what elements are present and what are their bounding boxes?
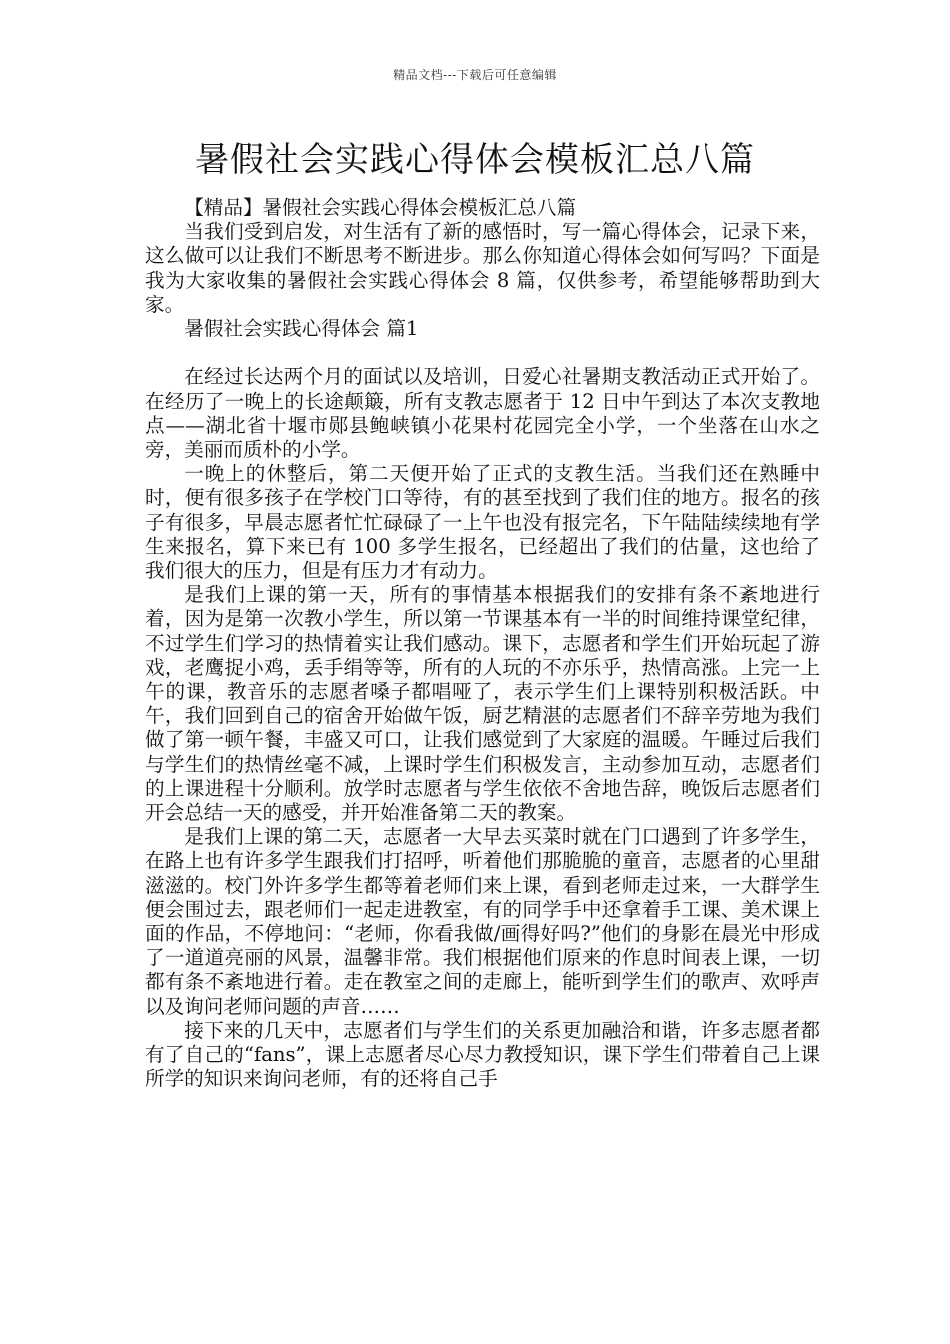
document-title: 暑假社会实践心得体会模板汇总八篇	[195, 140, 755, 180]
section-heading: 暑假社会实践心得体会 篇1	[184, 317, 419, 341]
paragraph: 接下来的几天中，志愿者们与学生们的关系更加融洽和谐，许多志愿者都有了自己的“fans”，课上志愿者尽心尽力教授知识，课下学生们带着自己上课所学的知识来询问老师，有的还将自己手	[145, 1018, 820, 1091]
paragraph: 一晚上的休整后，第二天便开始了正式的支教生活。当我们还在熟睡中时，便有很多孩子在学校门口等待，有的甚至找到了我们住的地方。报名的孩子有很多，早晨志愿者忙忙碌碌了一上午也没有报完名，下午陆陆续续地有学生来报名，算下来已有 100 多学生报名，已经超出了我们的估量，这也给了我们很大的压力，但是有压力才有动力。	[145, 462, 820, 583]
paragraph-intro: 当我们受到启发，对生活有了新的感悟时，写一篇心得体会，记录下来，这么做可以让我们不断思考不断进步。那么你知道心得体会如何写吗？下面是我为大家收集的暑假社会实践心得体会 8 篇，仅供参考，希望能够帮助到大家。	[145, 220, 820, 316]
blank-line	[145, 341, 820, 365]
header-note: 精品文档---下载后可任意编辑	[393, 68, 557, 82]
paragraph-subtitle: 【精品】暑假社会实践心得体会模板汇总八篇	[184, 196, 577, 219]
paragraph: 是我们上课的第一天，所有的事情基本根据我们的安排有条不紊地进行着，因为是第一次教小学生，所以第一节课基本有一半的时间维持课堂纪律，不过学生们学习的热情着实让我们感动。课下，志愿者和学生们开始玩起了游戏，老鹰捉小鸡，丢手绢等等，所有的人玩的不亦乐乎，热情高涨。上完一上午的课，教音乐的志愿者嗓子都唱哑了，表示学生们上课特别积极活跃。中午，我们回到自己的宿舍开始做午饭，厨艺精湛的志愿者们不辞辛劳地为我们做了第一顿午餐，丰盛又可口，让我们感觉到了大家庭的温暖。午睡过后我们与学生们的热情丝毫不减，上课时学生们积极发言，主动参加互动，志愿者们的上课进程十分顺利。放学时志愿者与学生依依不舍地告辞，晚饭后志愿者们开会总结一天的感受，并开始准备第二天的教案。	[145, 583, 820, 825]
document-body	[145, 196, 820, 1092]
paragraph: 是我们上课的第二天，志愿者一大早去买菜时就在门口遇到了许多学生，在路上也有许多学生跟我们打招呼，听着他们那脆脆的童音，志愿者的心里甜滋滋的。校门外许多学生都等着老师们来上课，看到老师走过来，一大群学生便会围过去，跟老师们一起走进教室，有的同学手中还拿着手工课、美术课上面的作品，不停地问：“老师，你看我做/画得好吗?”他们的身影在晨光中形成了一道道亮丽的风景，温馨非常。我们根据他们原来的作息时间表上课，一切都有条不紊地进行着。走在教室之间的走廊上，能听到学生们的歌声、欢呼声以及询问老师问题的声音……	[145, 825, 820, 1018]
paragraph: 在经过长达两个月的面试以及培训，日爱心社暑期支教活动正式开始了。在经历了一晚上的长途颠簸，所有支教志愿者于 12 日中午到达了本次支教地点——湖北省十堰市郧县鲍峡镇小花果村花园完全小学，一个坐落在山水之旁，美丽而质朴的小学。	[145, 365, 820, 462]
